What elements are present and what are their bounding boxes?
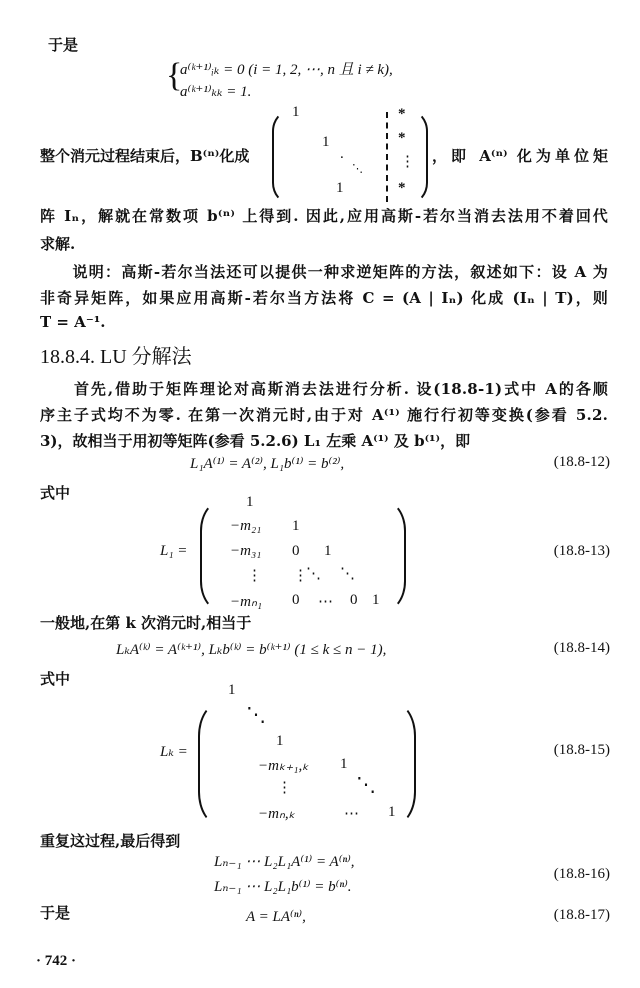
matrix-cell: −m₃₁: [230, 543, 262, 559]
paragraph-line: 求解.: [40, 235, 76, 253]
text-after-matrix: ，即 A⁽ⁿ⁾ 化为单位矩: [432, 147, 608, 165]
matrix-right-paren: [394, 702, 416, 826]
matrix-cell: ⋱: [356, 774, 376, 796]
where-label: 式中: [40, 484, 71, 502]
matrix-cell: *: [398, 130, 406, 146]
matrix-cell: −mₖ₊₁,ₖ: [258, 758, 309, 774]
matrix-cell: 1: [388, 804, 396, 820]
matrix-cell: −mₙ,ₖ: [258, 806, 296, 822]
matrix-cell: 1: [292, 104, 300, 120]
left-brace: {: [166, 57, 183, 94]
matrix-cell: 1: [292, 518, 300, 534]
equation-number-17: (18.8-17): [553, 907, 610, 923]
equation-number-15: (18.8-15): [553, 742, 610, 758]
matrix-cell: ⋮: [400, 154, 415, 170]
matrix-cell: 0: [292, 543, 300, 559]
matrix-cell: −mₙ₁: [230, 594, 263, 610]
matrix-cell: ⋱: [246, 704, 266, 726]
matrix-right-paren: [384, 500, 406, 612]
equation-17: A = LA⁽ⁿ⁾,: [246, 909, 306, 925]
equation-14: LₖA⁽ᵏ⁾ = A⁽ᵏ⁺¹⁾, Lₖb⁽ᵏ⁾ = b⁽ᵏ⁺¹⁾ (1 ≤ k ≤ n − 1),: [116, 642, 387, 658]
system-line-1: a⁽ᵏ⁺¹⁾ᵢₖ = 0 (i = 1, 2, ⋯, n 且 i ≠ k),: [180, 62, 393, 78]
page-number: · 742 ·: [36, 953, 77, 969]
matrix-left-paren: [200, 500, 222, 612]
equation-number-16: (18.8-16): [553, 866, 610, 882]
matrix-cell: *: [398, 180, 406, 196]
matrix-cell: ⋱: [306, 566, 321, 582]
where-label: 式中: [40, 670, 71, 688]
matrix-cell: 1: [340, 756, 348, 772]
matrix-cell: 1: [322, 134, 330, 150]
equation-12: L₁A⁽¹⁾ = A⁽²⁾, L₁b⁽¹⁾ = b⁽²⁾,: [190, 456, 345, 472]
thus-label: 于是: [40, 904, 71, 922]
equation-number-14: (18.8-14): [553, 640, 610, 656]
paragraph-line: 序主子式均不为零. 在第一次消元时,由于对 A⁽¹⁾ 施行行初等变换(参看 5.2.: [40, 406, 608, 424]
section-heading: 18.8.4. LU 分解法: [40, 346, 192, 368]
matrix-cell: *: [398, 106, 406, 122]
matrix-lhs: Lₖ =: [160, 744, 188, 760]
paragraph-line: T = A⁻¹.: [40, 313, 106, 331]
matrix-cell: ⋮: [247, 568, 262, 584]
matrix-left-paren: [198, 702, 220, 826]
system-line-2: a⁽ᵏ⁺¹⁾ₖₖ = 1.: [180, 84, 252, 100]
matrix-cell: 1: [372, 592, 380, 608]
matrix-lhs: L₁ =: [160, 543, 188, 559]
matrix-cell: 1: [324, 543, 332, 559]
matrix-cell: 1: [246, 494, 254, 510]
matrix-cell: 1: [228, 682, 236, 698]
general-step-line: 一般地,在第 k 次消元时,相当于: [40, 614, 252, 632]
matrix-cell: 1: [276, 733, 284, 749]
matrix-cell: ⋱: [352, 163, 363, 175]
text-before-matrix: 整个消元过程结束后，B⁽ⁿ⁾化成: [40, 147, 250, 165]
matrix-left-paren: [272, 110, 290, 204]
matrix-cell: 0: [350, 592, 358, 608]
matrix-cell: −m₂₁: [230, 518, 262, 534]
matrix-cell: ⋮: [277, 780, 292, 796]
matrix-cell: 0: [292, 592, 300, 608]
intro-label: 于是: [48, 36, 79, 54]
equation-number-13: (18.8-13): [553, 543, 610, 559]
matrix-cell: ⋯: [344, 806, 359, 822]
matrix-cell: ⋱: [340, 566, 355, 582]
repeat-line: 重复这过程,最后得到: [40, 832, 181, 850]
matrix-cell: ⋮: [293, 568, 308, 584]
matrix-cell: 1: [336, 180, 344, 196]
equation-16-line-1: Lₙ₋₁ ⋯ L₂L₁A⁽¹⁾ = A⁽ⁿ⁾,: [214, 854, 355, 870]
paragraph-line: 说明：高斯-若尔当法还可以提供一种求逆矩阵的方法，叙述如下：设 A 为: [40, 263, 608, 281]
matrix-cell: .: [340, 146, 344, 162]
equation-16-line-2: Lₙ₋₁ ⋯ L₂L₁b⁽¹⁾ = b⁽ⁿ⁾.: [214, 879, 352, 895]
paragraph-line: 3)，故相当于用初等矩阵(参看 5.2.6) L₁ 左乘 A⁽¹⁾ 及 b⁽¹⁾，即: [40, 432, 471, 450]
equation-number-12: (18.8-12): [553, 454, 610, 470]
paragraph-line: 非奇异矩阵，如果应用高斯-若尔当方法将 C = (A | Iₙ) 化成 (Iₙ | T)，则: [40, 289, 608, 307]
augment-divider: [386, 112, 388, 202]
paragraph-line: 阵 Iₙ，解就在常数项 b⁽ⁿ⁾ 上得到. 因此,应用高斯-若尔当消去法用不着回代: [40, 207, 608, 225]
matrix-cell: ⋯: [318, 594, 333, 610]
paragraph-line: 首先,借助于矩阵理论对高斯消去法进行分析. 设(18.8-1)式中 A的各顺: [40, 380, 608, 398]
